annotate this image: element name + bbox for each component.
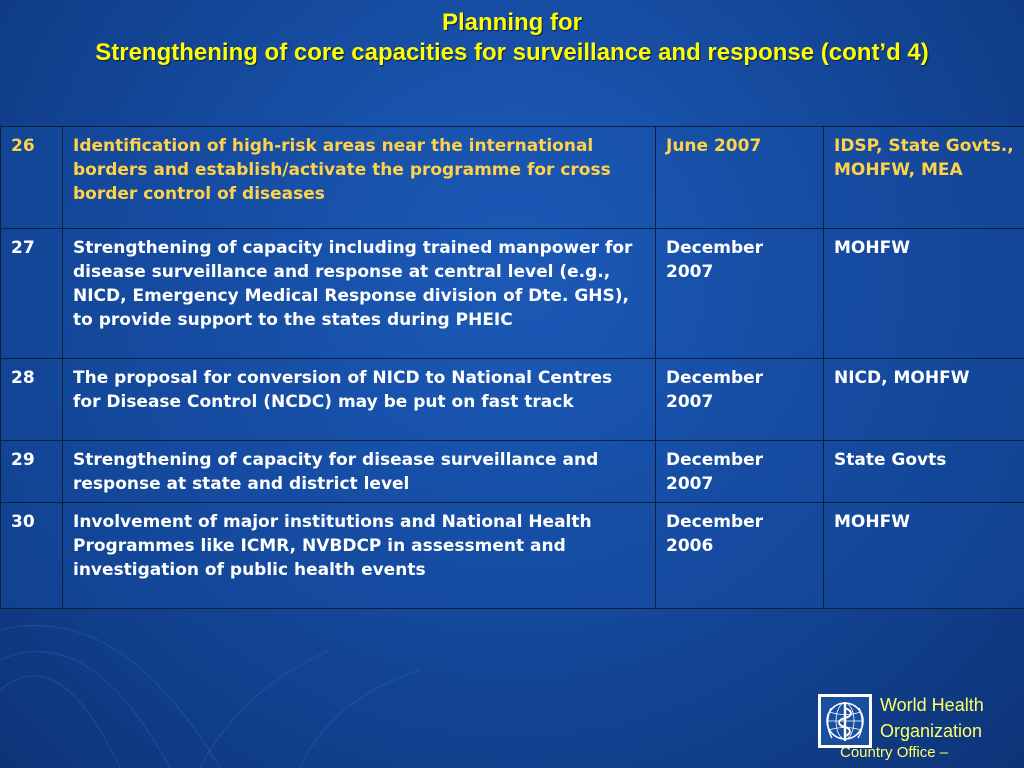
table-row xyxy=(1,359,1024,441)
timeline-cell: December 2007 xyxy=(656,441,824,503)
timeline-cell: December 2006 xyxy=(656,503,824,609)
row-number: 26 xyxy=(1,127,63,229)
row-number: 29 xyxy=(1,441,63,503)
who-emblem-icon xyxy=(818,694,872,748)
table-row xyxy=(1,229,1024,359)
table-row xyxy=(1,441,1024,503)
activity-cell: Strengthening of capacity for disease surveillance and response at state and district level xyxy=(63,441,656,503)
timeline-cell: December 2007 xyxy=(656,359,824,441)
who-org-line1: World Health xyxy=(880,695,984,715)
row-number: 30 xyxy=(1,503,63,609)
who-org-line2: Organization xyxy=(880,721,983,741)
country-office-label: Country Office – xyxy=(840,744,949,761)
who-footer xyxy=(818,692,1024,768)
row-number: 28 xyxy=(1,359,63,441)
responsibility-cell: MOHFW xyxy=(824,229,1024,359)
table-row xyxy=(1,127,1024,229)
activity-cell: Identification of high-risk areas near the international borders and establish/activate the programme for cross border control of diseases xyxy=(63,127,656,229)
slide-title xyxy=(0,8,1024,68)
who-organization-name xyxy=(880,692,984,744)
activity-cell: Strengthening of capacity including trained manpower for disease surveillance and response at central level (e.g., NICD, Emergency Medical Response division of Dte. GHS), to provide support to the states during PHEIC xyxy=(63,229,656,359)
row-number: 27 xyxy=(1,229,63,359)
responsibility-cell: IDSP, State Govts., MOHFW, MEA xyxy=(824,127,1024,229)
slide-title-line2: Strengthening of core capacities for surveillance and response (cont’d 4) xyxy=(95,39,929,66)
table-row xyxy=(1,503,1024,609)
timeline-cell: June 2007 xyxy=(656,127,824,229)
slide-title-line1: Planning for xyxy=(442,9,582,36)
activity-cell: The proposal for conversion of NICD to National Centres for Disease Control (NCDC) may be put on fast track xyxy=(63,359,656,441)
responsibility-cell: NICD, MOHFW xyxy=(824,359,1024,441)
activity-cell: Involvement of major institutions and National Health Programmes like ICMR, NVBDCP in assessment and investigation of public health events xyxy=(63,503,656,609)
planning-table xyxy=(0,126,1024,609)
responsibility-cell: MOHFW xyxy=(824,503,1024,609)
timeline-cell: December 2007 xyxy=(656,229,824,359)
responsibility-cell: State Govts xyxy=(824,441,1024,503)
